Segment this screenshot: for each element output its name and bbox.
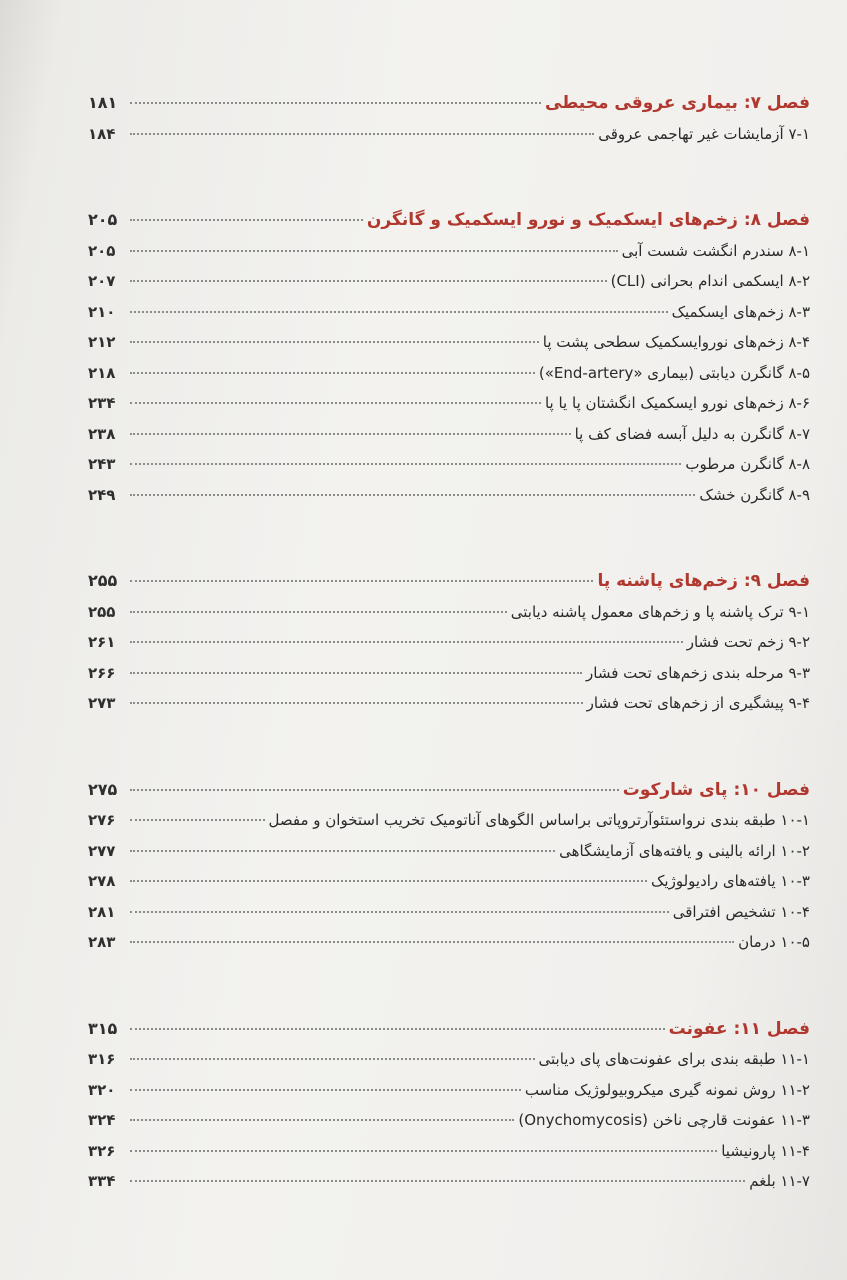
toc-entry (88, 419, 810, 450)
entry-title: ۸-۶ زخم‌های نورو ایسکمیک انگشتان پا یا پا (544, 394, 810, 412)
chapter-title: فصل ۸: زخم‌های ایسکمیک و نورو ایسکمیک و گانگرن (366, 210, 810, 230)
dot-leader (130, 819, 265, 821)
page-number: ۲۰۵ (88, 210, 118, 229)
chapter-7 (88, 88, 810, 149)
dot-leader (130, 941, 734, 943)
page-number: ۳۱۶ (88, 1050, 116, 1068)
toc-entry (88, 866, 810, 897)
page-number: ۲۴۳ (88, 455, 116, 473)
entry-title: ۱۱-۲ روش نمونه گیری میکروبیولوژیک مناسب (524, 1080, 810, 1099)
toc-entry (88, 805, 810, 836)
entry-title: ۱۰-۱ طبقه بندی نرواستئوآرتروپاتی براساس الگوهای آناتومیک تخریب استخوان و مفصل (268, 811, 810, 829)
entry-title: ۸-۲ ایسکمی اندام بحرانی (CLI) (610, 272, 810, 290)
entry-title: ۸-۹ گانگرن خشک (699, 485, 810, 504)
entry-title: ۱۰-۴ تشخیص افتراقی (672, 902, 810, 921)
chapter-11 (88, 1014, 810, 1197)
entry-title: ۹-۱ ترک پاشنه پا و زخم‌های معمول پاشنه دیابتی (510, 602, 810, 621)
dot-leader (130, 102, 541, 104)
page-number: ۲۸۳ (88, 933, 116, 951)
page-number: ۲۸۱ (88, 902, 116, 921)
dot-leader (130, 311, 668, 313)
dot-leader (130, 1180, 745, 1182)
page-number: ۲۶۶ (88, 663, 116, 682)
toc-entry (88, 1136, 810, 1167)
dot-leader (130, 1028, 665, 1030)
dot-leader (130, 880, 647, 882)
toc-entry (88, 480, 810, 511)
toc-entry (88, 236, 810, 267)
chapter-title: فصل ۹: زخم‌های پاشنه پا (597, 571, 810, 591)
page-number: ۲۷۵ (88, 779, 118, 799)
dot-leader (130, 463, 681, 465)
page-number: ۲۱۸ (88, 363, 116, 382)
toc-entry (88, 927, 810, 958)
dot-leader (130, 402, 541, 404)
dot-leader (130, 494, 695, 496)
chapter-8 (88, 205, 810, 510)
page-number: ۲۷۷ (88, 841, 116, 860)
dot-leader (130, 1058, 535, 1060)
page-number: ۲۷۶ (88, 811, 116, 829)
toc-entry (88, 297, 810, 328)
entry-title: ۸-۱ سندرم انگشت شست آبی (621, 241, 810, 260)
toc-entry (88, 897, 810, 928)
chapter-title: فصل ۷: بیماری عروقی محیطی (545, 93, 810, 113)
entry-title: ۸-۷ گانگرن به دلیل آبسه فضای کف پا (574, 424, 810, 443)
page-number: ۲۵۵ (88, 602, 116, 621)
entry-title: ۱۰-۲ ارائه بالینی و یافته‌های آزمایشگاهی (559, 841, 810, 860)
dot-leader (130, 219, 363, 221)
dot-leader (130, 911, 669, 913)
entry-title: ۷-۱ آزمایشات غیر تهاجمی عروقی (598, 124, 810, 143)
toc-entry (88, 119, 810, 150)
page-number: ۲۳۴ (88, 394, 116, 412)
page-number: ۱۸۴ (88, 124, 116, 143)
chapter-title: فصل ۱۰: پای شارکوت (622, 779, 810, 800)
page-number: ۳۱۵ (88, 1018, 118, 1038)
table-of-contents (88, 88, 810, 1253)
dot-leader (130, 850, 555, 852)
entry-title: ۱۰-۵ درمان (738, 933, 810, 951)
chapter-9 (88, 566, 810, 719)
chapter-heading (88, 205, 810, 236)
page-number: ۲۰۷ (88, 272, 116, 290)
page-number: ۲۵۵ (88, 571, 118, 590)
dot-leader (130, 580, 593, 582)
toc-entry (88, 388, 810, 419)
dot-leader (130, 672, 582, 674)
page-number: ۳۲۶ (88, 1141, 116, 1160)
page-number: ۱۸۱ (88, 93, 118, 112)
chapter-title: فصل ۱۱: عفونت (668, 1018, 810, 1039)
page-number: ۲۳۸ (88, 424, 116, 443)
dot-leader (130, 1119, 514, 1121)
toc-entry (88, 1075, 810, 1106)
chapter-heading (88, 775, 810, 806)
entry-title: ۹-۲ زخم تحت فشار (686, 633, 810, 651)
page-number: ۳۲۰ (88, 1080, 116, 1099)
page-number: ۲۱۲ (88, 333, 116, 351)
entry-title: ۹-۳ مرحله بندی زخم‌های تحت فشار (586, 663, 810, 682)
page-number: ۲۷۳ (88, 694, 116, 712)
dot-leader (130, 133, 594, 135)
page-number: ۲۱۰ (88, 302, 116, 321)
toc-entry (88, 358, 810, 389)
toc-entry (88, 1166, 810, 1197)
entry-title: ۸-۸ گانگرن مرطوب (685, 455, 810, 473)
toc-entry (88, 449, 810, 480)
dot-leader (130, 250, 618, 252)
dot-leader (130, 789, 619, 791)
page-number: ۳۳۴ (88, 1172, 116, 1190)
entry-title: ۸-۴ زخم‌های نوروایسکمیک سطحی پشت پا (542, 333, 810, 351)
entry-title: ۹-۴ پیشگیری از زخم‌های تحت فشار (586, 694, 810, 712)
dot-leader (130, 702, 583, 704)
dot-leader (130, 1089, 521, 1091)
chapter-heading (88, 1014, 810, 1045)
chapter-heading (88, 566, 810, 597)
dot-leader (130, 372, 535, 374)
toc-entry (88, 327, 810, 358)
toc-entry (88, 688, 810, 719)
entry-title: ۱۰-۳ یافته‌های رادیولوژیک (650, 872, 810, 890)
toc-entry (88, 1105, 810, 1136)
toc-entry (88, 658, 810, 689)
toc-entry (88, 597, 810, 628)
entry-title: ۱۱-۴ پارونیشیا (721, 1141, 810, 1160)
entry-title: ۸-۵ گانگرن دیابتی (بیماری «End-artery») (538, 363, 810, 382)
dot-leader (130, 641, 683, 643)
toc-entry (88, 836, 810, 867)
dot-leader (130, 341, 539, 343)
entry-title: ۱۱-۳ عفونت قارچی ناخن (Onychomycosis) (518, 1111, 810, 1129)
dot-leader (130, 611, 507, 613)
page-number: ۳۲۴ (88, 1111, 116, 1129)
entry-title: ۱۱-۱ طبقه بندی برای عفونت‌های پای دیابتی (538, 1050, 810, 1068)
toc-entry (88, 627, 810, 658)
page-number: ۲۶۱ (88, 633, 116, 651)
page-number: ۲۷۸ (88, 872, 116, 890)
dot-leader (130, 433, 571, 435)
toc-entry (88, 1044, 810, 1075)
page-number: ۲۴۹ (88, 485, 116, 504)
page-number: ۲۰۵ (88, 241, 116, 260)
chapter-10 (88, 775, 810, 958)
entry-title: ۱۱-۷ بلغم (749, 1172, 810, 1190)
dot-leader (130, 1150, 717, 1152)
chapter-heading (88, 88, 810, 119)
entry-title: ۸-۳ زخم‌های ایسکمیک (671, 302, 810, 321)
toc-entry (88, 266, 810, 297)
dot-leader (130, 280, 607, 282)
